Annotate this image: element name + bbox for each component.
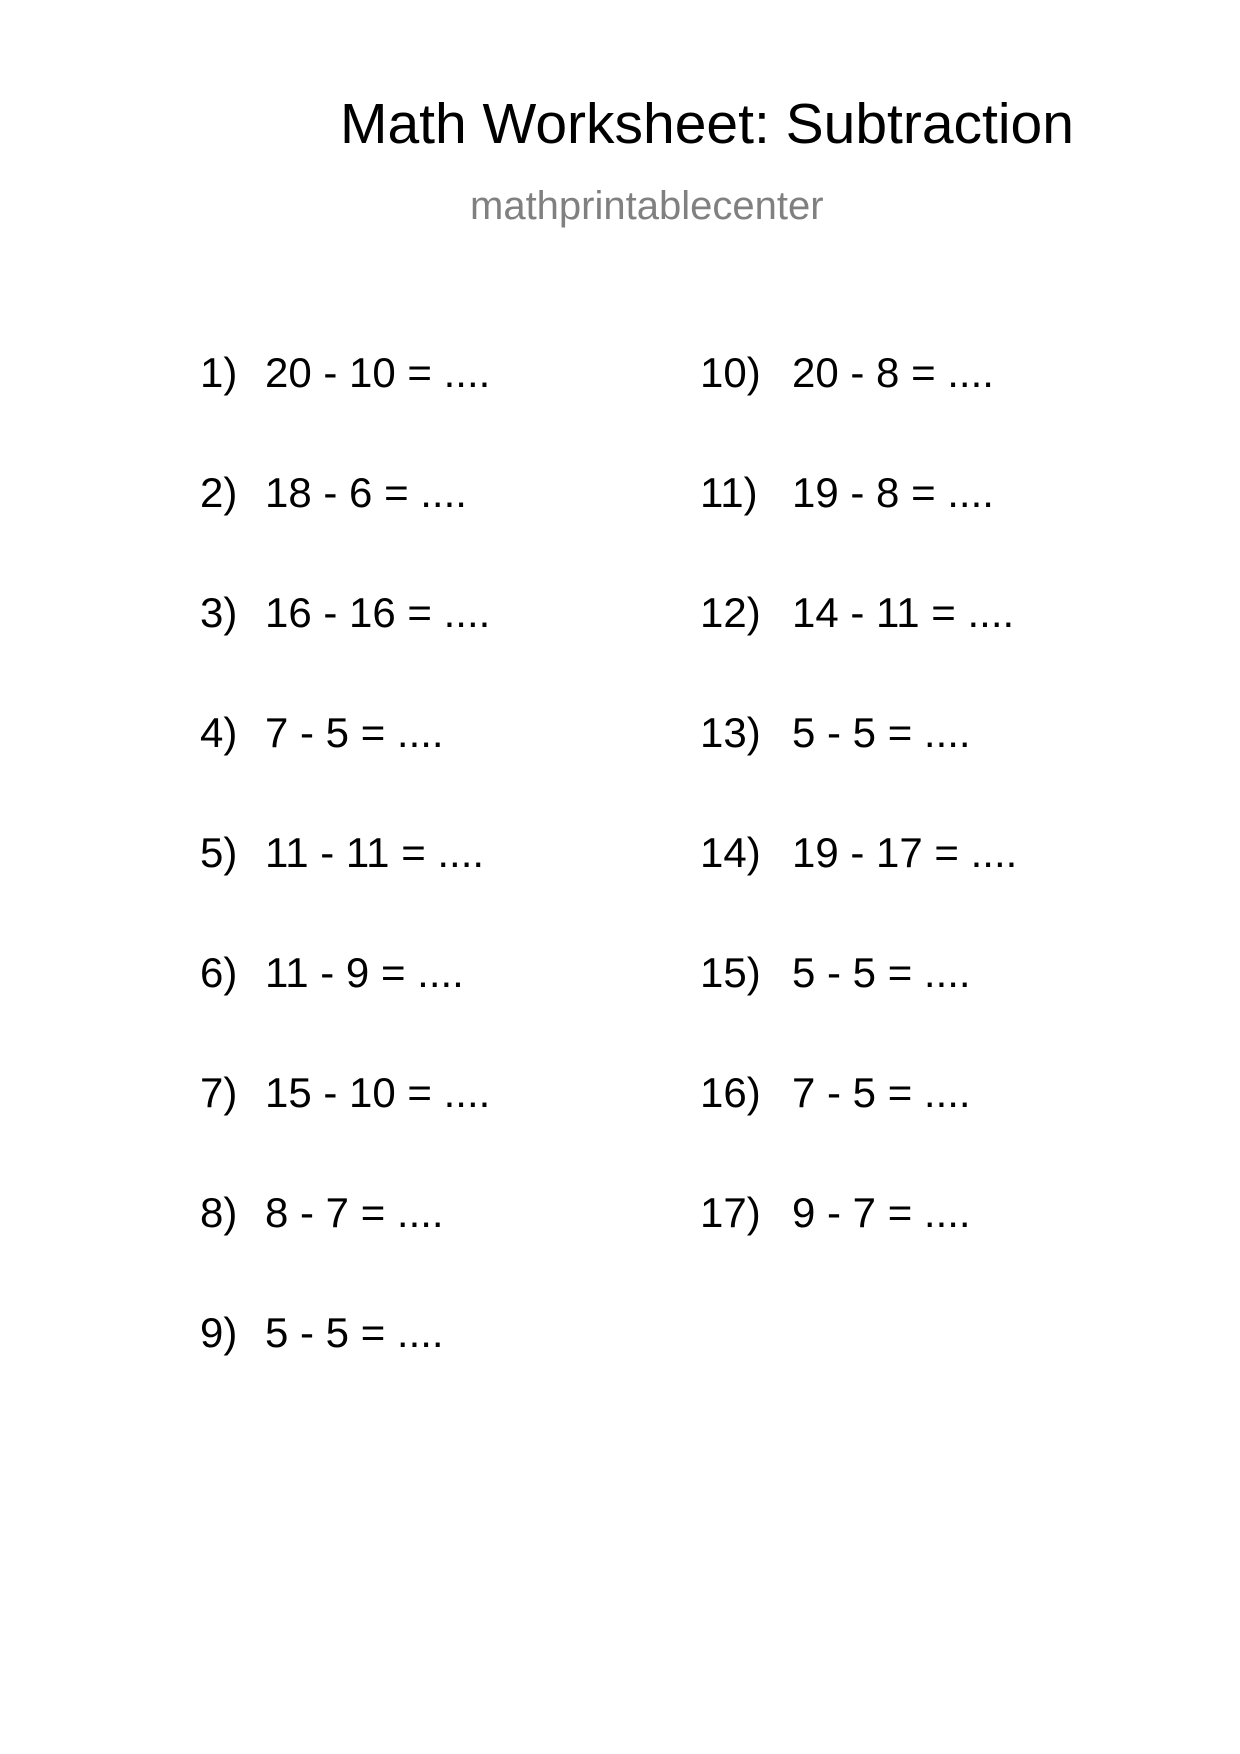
problem-number: 3) bbox=[200, 589, 238, 636]
problem-number: 10) bbox=[700, 349, 761, 396]
problem-item bbox=[200, 1189, 700, 1312]
problem-number: 6) bbox=[200, 949, 238, 996]
problem-item bbox=[200, 829, 700, 952]
problem-expression: 7 - 5 = .... bbox=[792, 1069, 971, 1116]
problem-expression: 11 - 9 = .... bbox=[265, 949, 464, 996]
problem-number: 2) bbox=[200, 469, 238, 516]
problem-item bbox=[700, 709, 1200, 832]
problem-number: 7) bbox=[200, 1069, 238, 1116]
problem-item bbox=[700, 1189, 1200, 1312]
problem-expression: 14 - 11 = .... bbox=[792, 589, 1015, 636]
problem-item bbox=[700, 469, 1200, 592]
problem-item bbox=[700, 349, 1200, 472]
problem-number: 17) bbox=[700, 1189, 761, 1236]
problem-number: 15) bbox=[700, 949, 761, 996]
problem-item bbox=[700, 949, 1200, 1072]
problem-number: 5) bbox=[200, 829, 238, 876]
problem-item bbox=[200, 469, 700, 592]
problem-number: 4) bbox=[200, 709, 238, 756]
problem-item bbox=[200, 709, 700, 832]
problem-item bbox=[700, 1069, 1200, 1192]
problem-expression: 11 - 11 = .... bbox=[265, 829, 485, 876]
problem-expression: 15 - 10 = .... bbox=[265, 1069, 491, 1116]
problems-column-right bbox=[700, 349, 1200, 1312]
problem-item bbox=[700, 589, 1200, 712]
problem-item bbox=[200, 1309, 700, 1432]
problem-number: 13) bbox=[700, 709, 761, 756]
problem-expression: 5 - 5 = .... bbox=[265, 1309, 444, 1356]
problem-expression: 9 - 7 = .... bbox=[792, 1189, 971, 1236]
problem-expression: 20 - 8 = .... bbox=[792, 349, 994, 396]
problem-number: 9) bbox=[200, 1309, 238, 1356]
problem-expression: 19 - 17 = .... bbox=[792, 829, 1018, 876]
problem-expression: 8 - 7 = .... bbox=[265, 1189, 444, 1236]
problem-expression: 18 - 6 = .... bbox=[265, 469, 467, 516]
problem-number: 16) bbox=[700, 1069, 761, 1116]
problem-expression: 5 - 5 = .... bbox=[792, 949, 971, 996]
problem-item bbox=[200, 949, 700, 1072]
problem-item bbox=[200, 349, 700, 472]
problems-column-left bbox=[200, 349, 700, 1432]
problem-number: 12) bbox=[700, 589, 761, 636]
problem-item bbox=[200, 589, 700, 712]
problem-number: 14) bbox=[700, 829, 761, 876]
problem-expression: 20 - 10 = .... bbox=[265, 349, 491, 396]
worksheet-source: mathprintablecenter bbox=[470, 184, 824, 228]
problem-expression: 5 - 5 = .... bbox=[792, 709, 971, 756]
problem-number: 8) bbox=[200, 1189, 238, 1236]
worksheet-title: Math Worksheet: Subtraction bbox=[340, 92, 1074, 156]
problem-expression: 16 - 16 = .... bbox=[265, 589, 491, 636]
problem-expression: 7 - 5 = .... bbox=[265, 709, 444, 756]
problem-item bbox=[200, 1069, 700, 1192]
problem-item bbox=[700, 829, 1200, 952]
problem-expression: 19 - 8 = .... bbox=[792, 469, 994, 516]
problem-number: 11) bbox=[700, 469, 758, 516]
problem-number: 1) bbox=[200, 349, 238, 396]
